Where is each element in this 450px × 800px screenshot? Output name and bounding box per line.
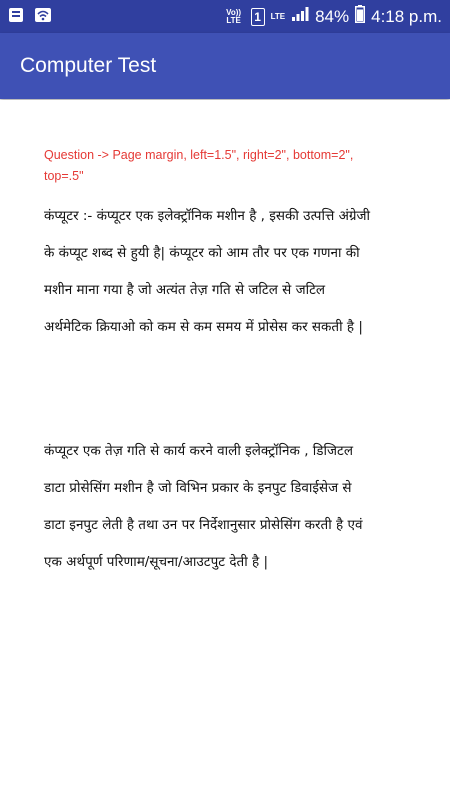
battery-percentage: 84%	[315, 6, 350, 26]
paragraph-1: कंप्यूटर :- कंप्यूटर एक इलेक्ट्रॉनिक मशीन है , इसकी उत्पत्ति अंग्रेजी के कंप्यूट शब्द से हुयी है| कंप्यूटर को आम तौर पर एक गणना की मशीन माना गया है जो अत्यंत तेज़ गति से जटिल से जटिल अर्थमेटिक क्रियाओ को कम से कम समय में प्रोसेस कर सकती है |	[44, 208, 371, 335]
sim-indicator: 1	[251, 8, 265, 26]
battery-icon	[355, 5, 365, 28]
content-area[interactable]	[0, 100, 450, 800]
signal-icon	[291, 6, 309, 27]
volte-label: Vo)) LTE	[226, 7, 242, 25]
clock: 4:18 p.m.	[371, 6, 442, 26]
lte-label: LTE	[270, 11, 286, 21]
question-text: Question -> Page margin, left=1.5", right=2", bottom=2", top=.5"	[44, 148, 354, 183]
paragraph-2: कंप्यूटर एक तेज़ गति से कार्य करने वाली इलेक्ट्रॉनिक , डिजिटल डाटा प्रोसेसिंग मशीन है जो विभिन प्रकार के इनपुट डिवाईसेज से डाटा इनपुट लेती है तथा उन पर निर्देशानुसार प्रोसेसिंग करती है एवं एक अर्थपूर्ण परिणाम/सूचना/आउटपुट देती है |	[44, 443, 363, 570]
status-right-indicators	[223, 5, 442, 28]
notification-square-icon	[8, 7, 24, 27]
status-left-icons	[8, 7, 52, 27]
app-bar	[0, 33, 450, 99]
wifi-icon	[34, 7, 52, 27]
app-title: Computer Test	[20, 54, 157, 77]
status-bar	[0, 0, 450, 33]
